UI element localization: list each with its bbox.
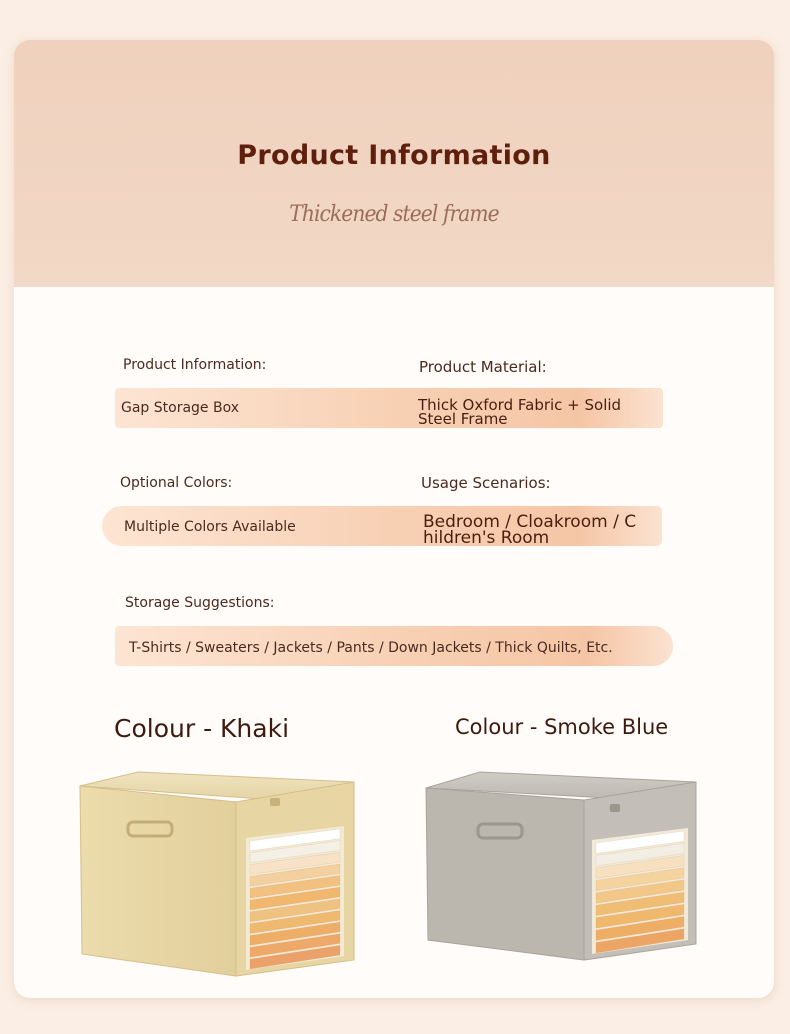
material-value: Thick Oxford Fabric + Solid Steel Frame (418, 396, 622, 428)
smoke-blue-storage-box-image (424, 770, 704, 970)
header-banner (14, 40, 774, 287)
page-title: Product Information (237, 140, 551, 171)
storage-label: Storage Suggestions: (125, 595, 275, 611)
product-info-label: Product Information: (123, 357, 267, 373)
storage-value: T-Shirts / Sweaters / Jackets / Pants / Down Jackets / Thick Quilts, Etc. (129, 640, 613, 656)
colors-value: Multiple Colors Available (124, 519, 296, 535)
usage-label: Usage Scenarios: (421, 474, 551, 492)
product-info-value: Gap Storage Box (121, 400, 240, 416)
colors-label: Optional Colors: (120, 475, 233, 491)
khaki-storage-box-image (76, 770, 356, 980)
material-label: Product Material: (419, 358, 547, 376)
subtitle-script: Thickened steel frame (289, 202, 499, 227)
colour-khaki-label: Colour - Khaki (114, 714, 290, 743)
usage-value: Bedroom / Cloakroom / Children's Room (423, 512, 637, 548)
colour-smoke-blue-label: Colour - Smoke Blue (455, 715, 669, 739)
